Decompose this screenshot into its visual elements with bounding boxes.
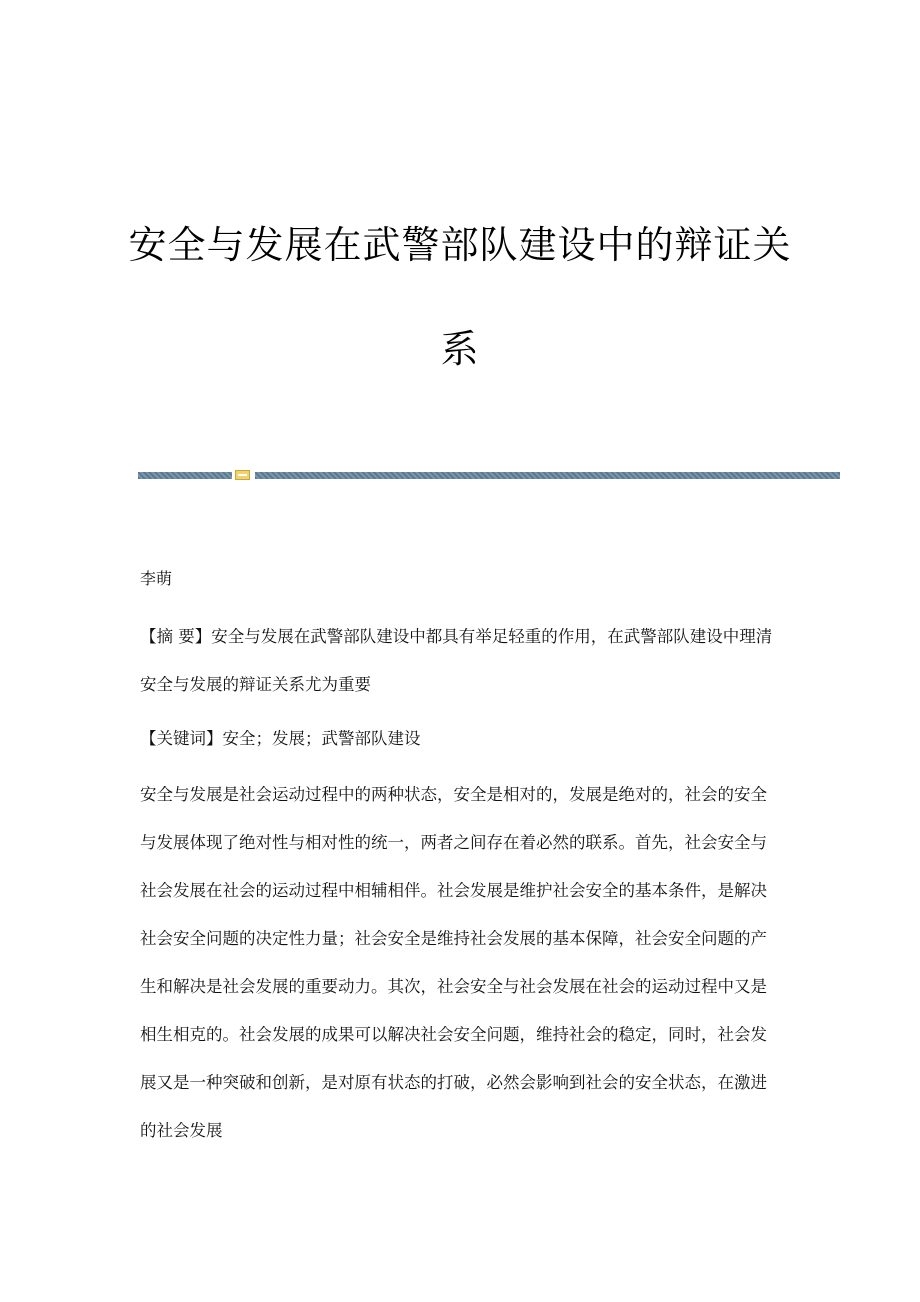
author-name: 李萌 — [140, 569, 173, 588]
document-title-line-2: 系 — [440, 327, 480, 371]
divider-ornament-icon — [235, 470, 250, 480]
body-paragraph: 安全与发展是社会运动过程中的两种状态，安全是相对的，发展是绝对的，社会的安全与发展体现了绝对性与相对性的统一，两者之间存在着必然的联系。首先，社会安全与社会发展在社会的运动过程中相辅相伴。社会发展是维护社会安全的基本条件，是解决社会安全问题的决定性力量；社会安全是维持社会发展的基本保障，社会安全问题的产生和解决是社会发展的重要动力。其次，社会安全与社会发展在社会的运动过程中又是相生相克的。社会发展的成果可以解决社会安全问题，维持社会的稳定，同时，社会发展又是一种突破和创新，是对原有状态的打破，必然会影响到社会的安全状态，在激进的社会发展 — [140, 785, 767, 1140]
abstract-text: 安全与发展在武警部队建设中都具有举足轻重的作用，在武警部队建设中理清安全与发展的辩证关系尤为重要 — [140, 627, 773, 694]
divider-bar-left — [138, 472, 232, 479]
keywords-label: 【关键词】 — [140, 729, 223, 748]
keywords-text: 安全；发展；武警部队建设 — [222, 729, 421, 748]
keywords-paragraph — [140, 715, 780, 763]
abstract-label: 【摘 要】 — [140, 627, 212, 646]
abstract-paragraph — [140, 613, 780, 709]
document-title-line-1: 安全与发展在武警部队建设中的辩证关 — [128, 223, 792, 267]
decorative-divider — [138, 470, 840, 480]
divider-bar-right — [255, 472, 840, 479]
